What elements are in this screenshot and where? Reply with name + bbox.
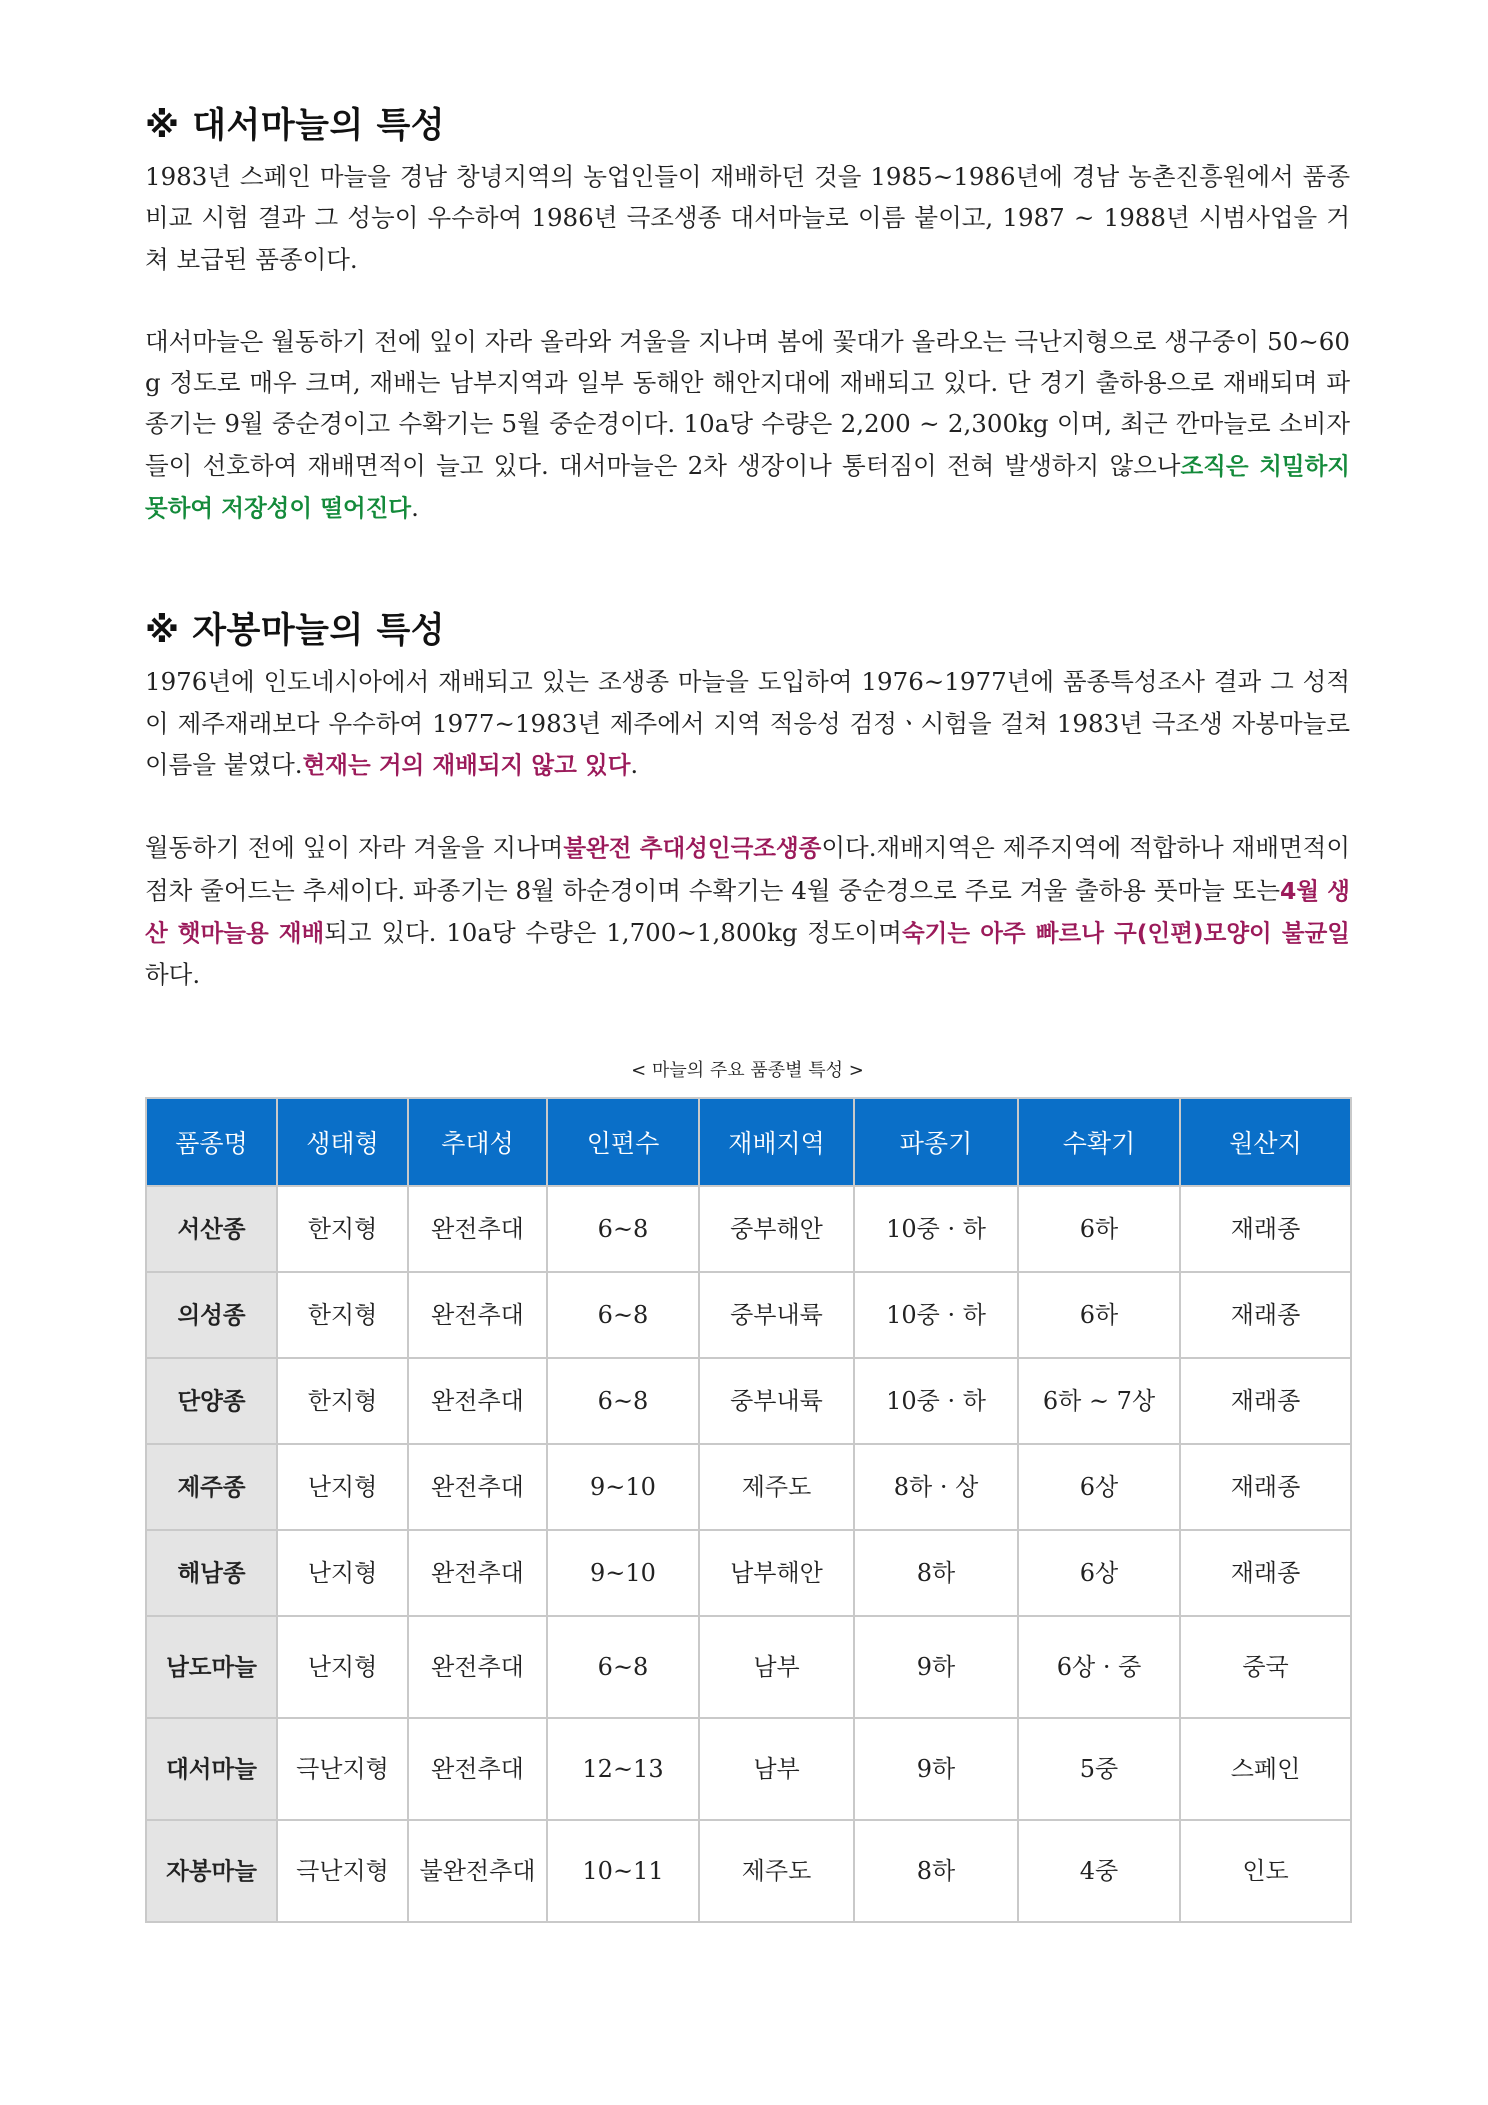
col-header-region: 재배지역 [699, 1098, 854, 1186]
table-cell: 난지형 [277, 1530, 408, 1616]
jabong-bolting-highlight: 불완전 추대성인극조생종 [563, 834, 822, 863]
section-heading-jabong: ※ 자봉마늘의 특성 [145, 611, 446, 652]
garlic-varieties-table [145, 1097, 1352, 1923]
variety-name-cell: 서산종 [146, 1186, 277, 1272]
table-cell: 재래종 [1180, 1272, 1351, 1358]
table-cell: 9하 [854, 1718, 1018, 1820]
jabong-cultivation-highlight: 4월 생산 햇마늘용 재배 [145, 876, 1350, 947]
table-caption: < 마늘의 주요 품종별 특성 > [631, 1060, 864, 1082]
table-cell: 10중 · 하 [854, 1186, 1018, 1272]
section-heading-daeseo: ※ 대서마늘의 특성 [145, 106, 446, 146]
table-row [146, 1718, 1351, 1820]
table-cell: 재래종 [1180, 1186, 1351, 1272]
table-cell: 6~8 [547, 1272, 699, 1358]
table-cell: 스페인 [1180, 1718, 1351, 1820]
table-cell: 완전추대 [408, 1530, 547, 1616]
jabong-characteristics-paragraph: 월동하기 전에 잎이 자라 겨울을 지나며불완전 추대성인극조생종이다.재배지역은 제주지역에 적합하나 재배면적이 점차 줄어드는 추세이다. 파종기는 8월 하순경이며 수확기는 4월 중순경으로 주로 겨울 출하용 풋마늘 또는4월 생산 햇마늘용 재배되고 있다. 10a당 수량은 1,700~1,800kg 정도이며숙기는 아주 빠르나 구(인편)모양이 불균일하다. [145, 833, 1350, 990]
table-cell: 중국 [1180, 1616, 1351, 1718]
table-cell: 완전추대 [408, 1616, 547, 1718]
variety-name-cell: 대서마늘 [146, 1718, 277, 1820]
table-cell: 한지형 [277, 1358, 408, 1444]
col-header-clove-count: 인편수 [547, 1098, 699, 1186]
table-row [146, 1444, 1351, 1530]
table-cell: 6하 [1018, 1186, 1180, 1272]
table-cell: 6~8 [547, 1186, 699, 1272]
table-row [146, 1186, 1351, 1272]
variety-name-cell: 단양종 [146, 1358, 277, 1444]
table-cell: 난지형 [277, 1616, 408, 1718]
table-row [146, 1272, 1351, 1358]
table-cell: 한지형 [277, 1272, 408, 1358]
table-cell: 완전추대 [408, 1272, 547, 1358]
table-cell: 남부해안 [699, 1530, 854, 1616]
table-cell: 6상 [1018, 1530, 1180, 1616]
daeseo-text: 대서마늘은 월동하기 전에 잎이 자라 올라와 겨울을 지나며 봄에 꽃대가 올라오는 극난지형으로 생구중이 50~60g 정도로 매우 크며, 재배는 남부지역과 일부 동해안 해안지대에 재배되고 있다. 단 경기 출하용으로 재배되며 파종기는 9월 중순경이고 수확기는 5월 중순경이다. 10a당 수량은 2,200 ~ 2,300kg 이며, 최근 깐마늘로 소비자들이 선호하여 재배면적이 늘고 있다. 대서마늘은 2차 생장이나 통터짐이 전혀 발생하지 않으나 [145, 326, 1350, 480]
table-cell: 10~11 [547, 1820, 699, 1922]
col-header-bolting: 추대성 [408, 1098, 547, 1186]
table-cell: 10중 · 하 [854, 1358, 1018, 1444]
table-cell: 중부내륙 [699, 1272, 854, 1358]
table-cell: 6상 · 중 [1018, 1616, 1180, 1718]
col-header-harvest: 수확기 [1018, 1098, 1180, 1186]
table-cell: 중부내륙 [699, 1358, 854, 1444]
table-cell: 남부 [699, 1718, 854, 1820]
daeseo-characteristics-paragraph: 대서마늘은 월동하기 전에 잎이 자라 올라와 겨울을 지나며 봄에 꽃대가 올라오는 극난지형으로 생구중이 50~60g 정도로 매우 크며, 재배는 남부지역과 일부 동해안 해안지대에 재배되고 있다. 단 경기 출하용으로 재배되며 파종기는 9월 중순경이고 수확기는 5월 중순경이다. 10a당 수량은 2,200 ~ 2,300kg 이며, 최근 깐마늘로 소비자들이 선호하여 재배면적이 늘고 있다. 대서마늘은 2차 생장이나 통터짐이 전혀 발생하지 않으나조직은 치밀하지 못하여 저장성이 떨어진다. [145, 326, 1351, 523]
table-cell: 완전추대 [408, 1186, 547, 1272]
table-row [146, 1358, 1351, 1444]
table-cell: 제주도 [699, 1444, 854, 1530]
jabong-history-paragraph: 1976년에 인도네시아에서 재배되고 있는 조생종 마늘을 도입하여 1976~1977년에 품종특성조사 결과 그 성적이 제주재래보다 우수하여 1977~1983년 제주에서 지역 적응성 검정ㆍ시험을 걸쳐 1983년 극조생 자봉마늘로 이름을 붙였다.현재는 거의 재배되지 않고 있다. [145, 667, 1350, 779]
daeseo-storage-highlight: 조직은 치밀하지 못하여 저장성이 떨어진다 [145, 451, 1351, 523]
table-cell: 제주도 [699, 1820, 854, 1922]
col-header-sowing: 파종기 [854, 1098, 1018, 1186]
table-cell: 9~10 [547, 1530, 699, 1616]
variety-name-cell: 해남종 [146, 1530, 277, 1616]
col-header-variety: 품종명 [146, 1098, 277, 1186]
jabong-maturity-highlight: 숙기는 아주 빠르나 구(인편)모양이 불균일 [901, 918, 1350, 947]
table-cell: 8하 · 상 [854, 1444, 1018, 1530]
table-cell: 8하 [854, 1820, 1018, 1922]
table-row [146, 1820, 1351, 1922]
table-cell: 재래종 [1180, 1444, 1351, 1530]
table-cell: 10중 · 하 [854, 1272, 1018, 1358]
table-cell: 6~8 [547, 1616, 699, 1718]
table-cell: 불완전추대 [408, 1820, 547, 1922]
table-cell: 한지형 [277, 1186, 408, 1272]
table-cell: 재래종 [1180, 1530, 1351, 1616]
table-cell: 완전추대 [408, 1718, 547, 1820]
col-header-ecotype: 생태형 [277, 1098, 408, 1186]
table-row [146, 1616, 1351, 1718]
table-cell: 4중 [1018, 1820, 1180, 1922]
table-cell: 6하 [1018, 1272, 1180, 1358]
table-cell: 8하 [854, 1530, 1018, 1616]
variety-name-cell: 의성종 [146, 1272, 277, 1358]
document-page [145, 96, 1350, 1923]
variety-name-cell: 제주종 [146, 1444, 277, 1530]
table-cell: 난지형 [277, 1444, 408, 1530]
variety-name-cell: 자봉마늘 [146, 1820, 277, 1922]
table-cell: 5중 [1018, 1718, 1180, 1820]
table-cell: 완전추대 [408, 1444, 547, 1530]
table-cell: 9하 [854, 1616, 1018, 1718]
table-row [146, 1530, 1351, 1616]
table-cell: 남부 [699, 1616, 854, 1718]
table-cell: 6하 ~ 7상 [1018, 1358, 1180, 1444]
table-cell: 완전추대 [408, 1358, 547, 1444]
daeseo-history-paragraph: 1983년 스페인 마늘을 경남 창녕지역의 농업인들이 재배하던 것을 1985~1986년에 경남 농촌진흥원에서 품종비교 시험 결과 그 성능이 우수하여 1986년 극조생종 대서마늘로 이름 붙이고, 1987 ~ 1988년 시범사업을 거쳐 보급된 품종이다. [145, 162, 1350, 274]
table-cell: 재래종 [1180, 1358, 1351, 1444]
table-cell: 인도 [1180, 1820, 1351, 1922]
table-header-row [146, 1098, 1351, 1186]
table-cell: 6~8 [547, 1358, 699, 1444]
jabong-status-highlight: 현재는 거의 재배되지 않고 있다 [302, 750, 631, 779]
variety-name-cell: 남도마늘 [146, 1616, 277, 1718]
table-cell: 12~13 [547, 1718, 699, 1820]
table-cell: 극난지형 [277, 1820, 408, 1922]
table-cell: 극난지형 [277, 1718, 408, 1820]
table-cell: 6상 [1018, 1444, 1180, 1530]
table-cell: 9~10 [547, 1444, 699, 1530]
table-cell: 중부해안 [699, 1186, 854, 1272]
col-header-origin: 원산지 [1180, 1098, 1351, 1186]
